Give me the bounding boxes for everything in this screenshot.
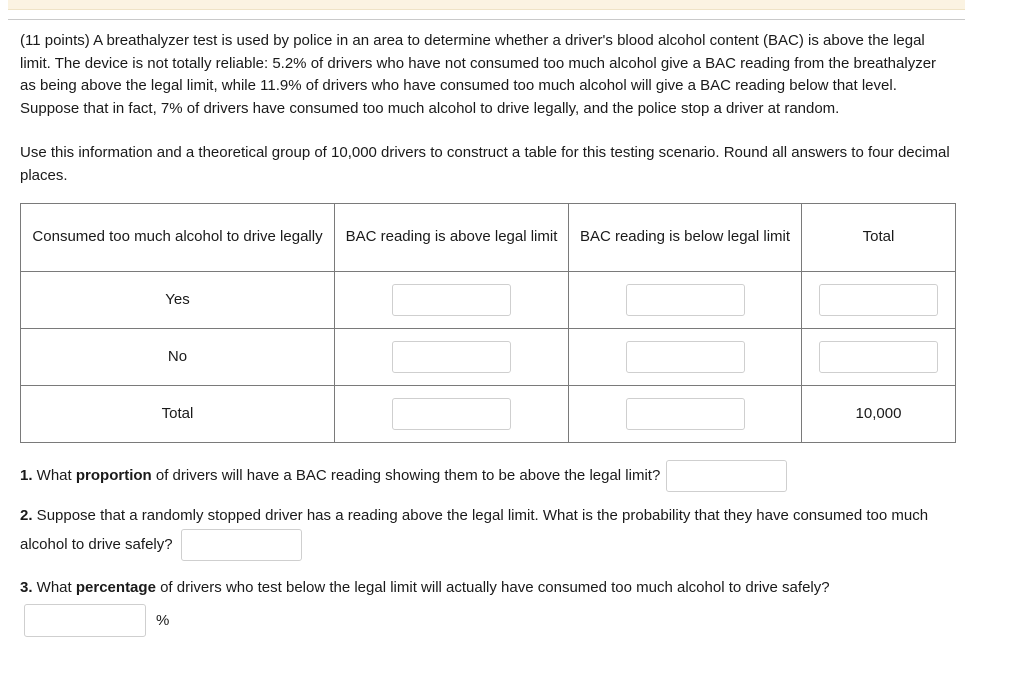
cell-yes-above (335, 272, 569, 329)
percent-unit: % (156, 611, 170, 629)
grand-total-value: 10,000 (802, 386, 956, 443)
table-row-no (21, 329, 956, 386)
question-1-text-b: of drivers will have a BAC reading showing them to be above the legal limit? (151, 466, 661, 484)
header-above-limit: BAC reading is above legal limit (335, 204, 569, 272)
question-3-text-b: of drivers who test below the legal limit will actually have consumed too much alcohol to drive safely? (155, 579, 830, 596)
input-yes-total[interactable] (819, 284, 938, 316)
contingency-table (20, 203, 956, 443)
problem-instructions: Use this information and a theoretical group of 10,000 drivers to construct a table for this testing scenario. Round all answers to four decimal places. (20, 144, 950, 184)
question-1 (20, 460, 955, 492)
input-yes-above[interactable] (392, 284, 511, 316)
question-2-number: 2. (20, 507, 33, 524)
top-banner (8, 0, 965, 10)
answer-1-input[interactable] (666, 460, 787, 492)
cell-total-above (335, 386, 569, 443)
question-3 (20, 577, 955, 600)
problem-intro: (11 points) A breathalyzer test is used by police in an area to determine whether a driver's blood alcohol content (BAC) is above the legal limit. The device is not totally reliable: 5.2% of drivers who have not consumed too much alcohol give a BAC reading from the breathalyzer as being above the legal limit, while 11.9% of drivers who have consumed too much alcohol will give a BAC reading below that level. Suppose that in fact, 7% of drivers have consumed too much alcohol to drive legally, and the police stop a driver at random. (20, 32, 937, 117)
cell-no-above (335, 329, 569, 386)
input-total-below[interactable] (626, 398, 745, 430)
row-label-total: Total (21, 386, 335, 443)
question-1-text-a: What (32, 466, 76, 484)
header-total: Total (802, 204, 956, 272)
table-row-total (21, 386, 956, 443)
cell-total-below (569, 386, 802, 443)
question-2-text: Suppose that a randomly stopped driver has a reading above the legal limit. What is the probability that they have consumed too much alcohol to drive safely? (20, 507, 929, 553)
input-no-total[interactable] (819, 341, 938, 373)
input-yes-below[interactable] (626, 284, 745, 316)
input-no-above[interactable] (392, 341, 511, 373)
problem-content (20, 30, 955, 637)
cell-no-below (569, 329, 802, 386)
cell-yes-below (569, 272, 802, 329)
top-divider (8, 19, 965, 20)
question-3-number: 3. (20, 579, 33, 596)
question-3-text-a: What (32, 579, 76, 596)
input-total-above[interactable] (392, 398, 511, 430)
cell-no-total (802, 329, 956, 386)
table-header-row (21, 204, 956, 272)
answer-2-input[interactable] (181, 529, 302, 561)
input-no-below[interactable] (626, 341, 745, 373)
question-1-number: 1. (20, 466, 33, 484)
row-label-yes: Yes (21, 272, 335, 329)
answer-3-row (20, 604, 955, 637)
row-label-no: No (21, 329, 335, 386)
table-row-yes (21, 272, 956, 329)
question-2 (20, 502, 955, 561)
header-below-limit: BAC reading is below legal limit (569, 204, 802, 272)
question-1-bold: proportion (75, 466, 152, 484)
cell-yes-total (802, 272, 956, 329)
header-consumed: Consumed too much alcohol to drive legally (21, 204, 335, 272)
answer-3-input[interactable] (24, 604, 146, 637)
question-3-bold: percentage (75, 579, 156, 596)
